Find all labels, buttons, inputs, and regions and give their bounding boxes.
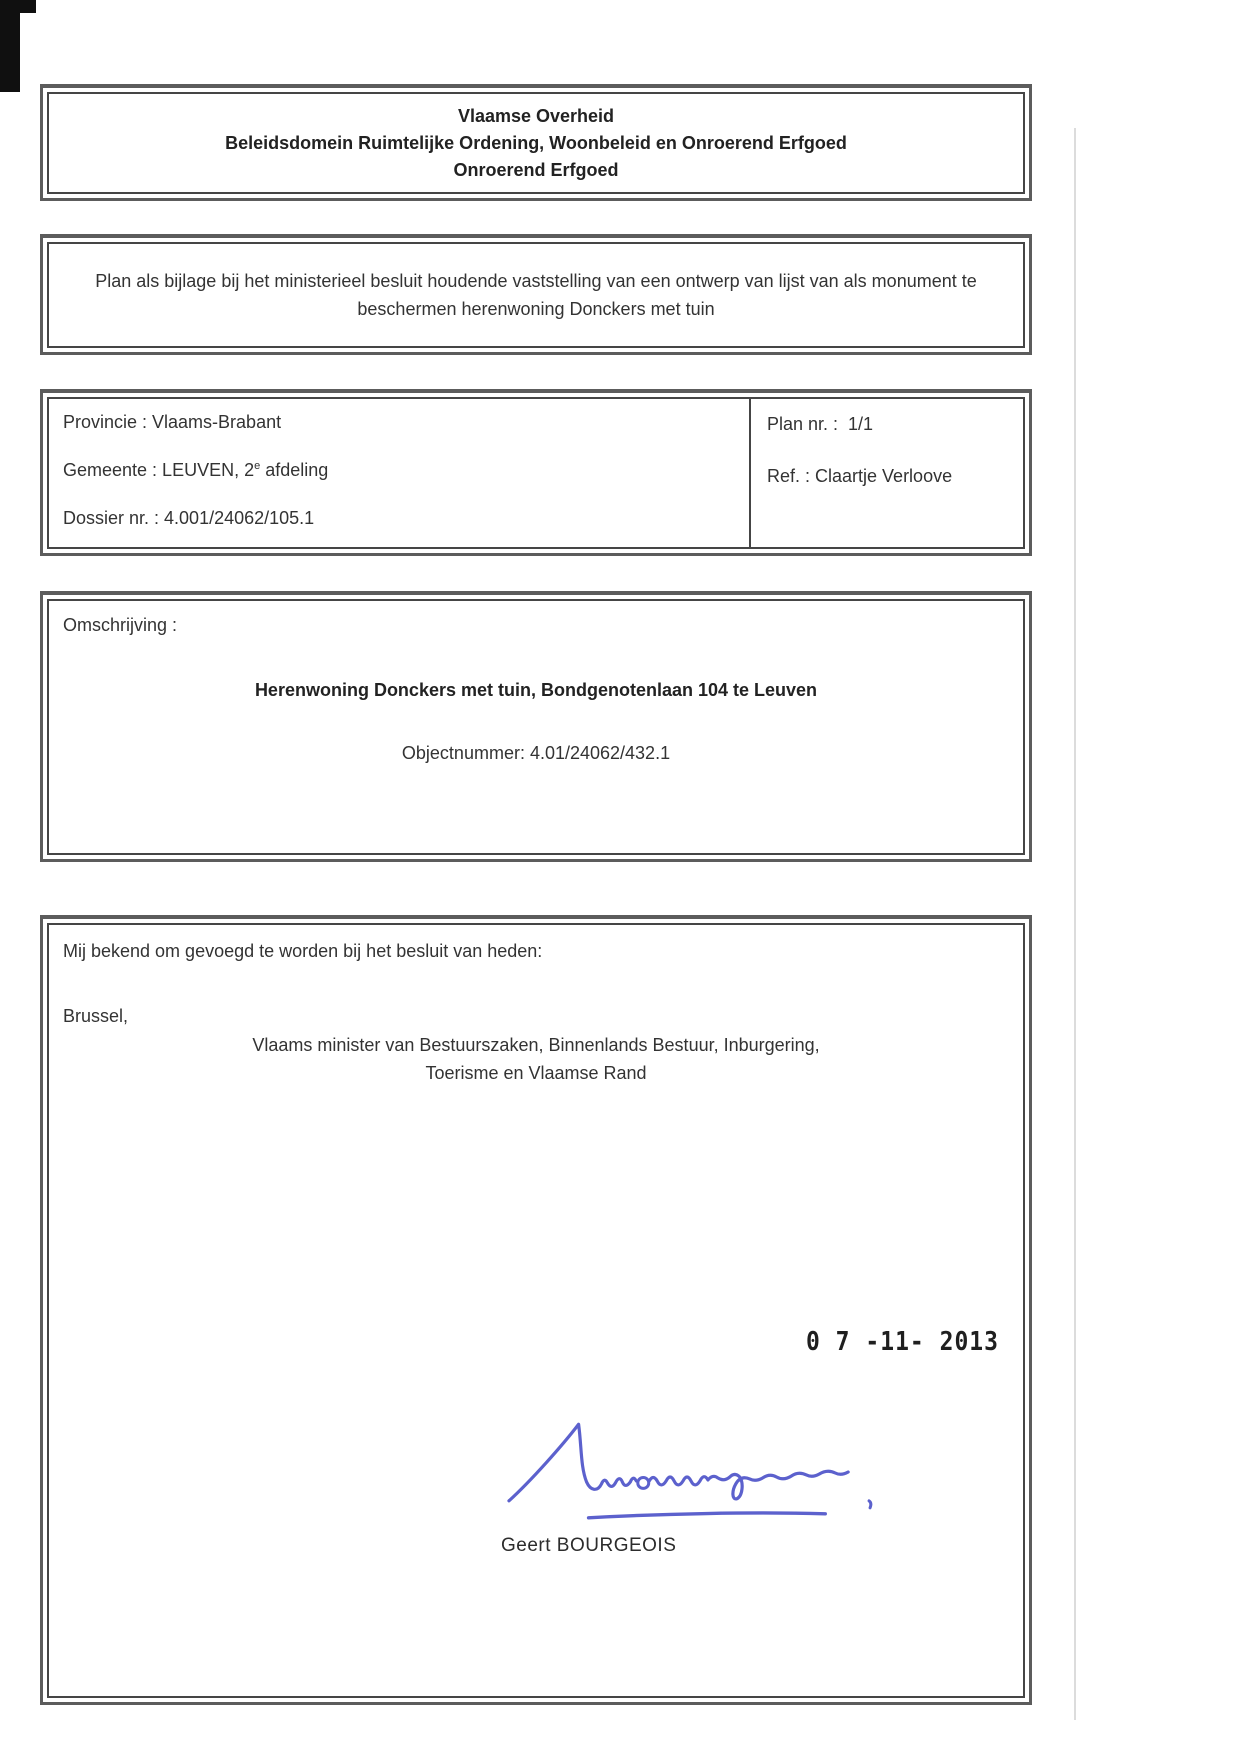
signature-ink xyxy=(503,1413,881,1531)
dossier-row: Dossier nr. : 4.001/24062/105.1 xyxy=(63,508,315,528)
signature-svg xyxy=(503,1413,881,1531)
info-column-right xyxy=(749,399,1023,547)
plan-description-box xyxy=(40,234,1032,355)
scan-corner-mark xyxy=(0,0,20,92)
scan-corner-mark-top xyxy=(0,0,36,13)
omschrijving-box xyxy=(40,591,1032,862)
plan-nr-row: Plan nr. : 1/1 xyxy=(767,414,874,434)
date-stamp: 0 7 -11- 2013 xyxy=(805,1327,999,1357)
header-line-authority: Vlaamse Overheid xyxy=(457,106,615,126)
header-box xyxy=(40,84,1032,201)
minister-title xyxy=(63,1031,1009,1087)
header-line-agency: Onroerend Erfgoed xyxy=(453,160,619,180)
header-line-domain: Beleidsdomein Ruimtelijke Ordening, Woonbeleid en Onroerend Erfgoed xyxy=(225,133,847,153)
plan-description-text: Plan als bijlage bij het ministerieel besluit houdende vaststelling van een ontwerp van lijst van als monument te beschermen herenwoning Donckers met tuin xyxy=(95,271,977,319)
gemeente-prefix: Gemeente : LEUVEN, 2 xyxy=(63,460,255,480)
gemeente-row xyxy=(63,459,735,481)
gemeente-suffix: afdeling xyxy=(260,460,329,480)
minister-title-line2: Toerisme en Vlaamse Rand xyxy=(425,1063,647,1083)
provincie-row: Provincie : Vlaams-Brabant xyxy=(63,412,282,432)
gemeente-superscript: e xyxy=(254,460,261,472)
signature-box-inner xyxy=(47,923,1025,1698)
city-text: Brussel, xyxy=(63,1006,129,1026)
object-number: Objectnummer: 4.01/24062/432.1 xyxy=(401,743,671,763)
header-box-inner xyxy=(47,92,1025,194)
object-title: Herenwoning Donckers met tuin, Bondgenotenlaan 104 te Leuven xyxy=(254,680,818,700)
info-column-left xyxy=(49,399,749,547)
scan-fold-line xyxy=(1074,128,1076,1720)
signer-name: Geert BOURGEOIS xyxy=(501,1535,677,1556)
omschrijving-label: Omschrijving : xyxy=(63,615,178,635)
omschrijving-inner xyxy=(47,599,1025,855)
signature-box xyxy=(40,915,1032,1705)
intro-text: Mij bekend om gevoegd te worden bij het besluit van heden: xyxy=(63,941,543,961)
ref-row: Ref. : Claartje Verloove xyxy=(767,466,953,486)
info-box xyxy=(40,389,1032,556)
minister-title-line1: Vlaams minister van Bestuurszaken, Binnenlands Bestuur, Inburgering, xyxy=(252,1035,820,1055)
document-page xyxy=(40,84,1032,1705)
info-box-inner xyxy=(47,397,1025,549)
plan-description-inner xyxy=(47,242,1025,348)
